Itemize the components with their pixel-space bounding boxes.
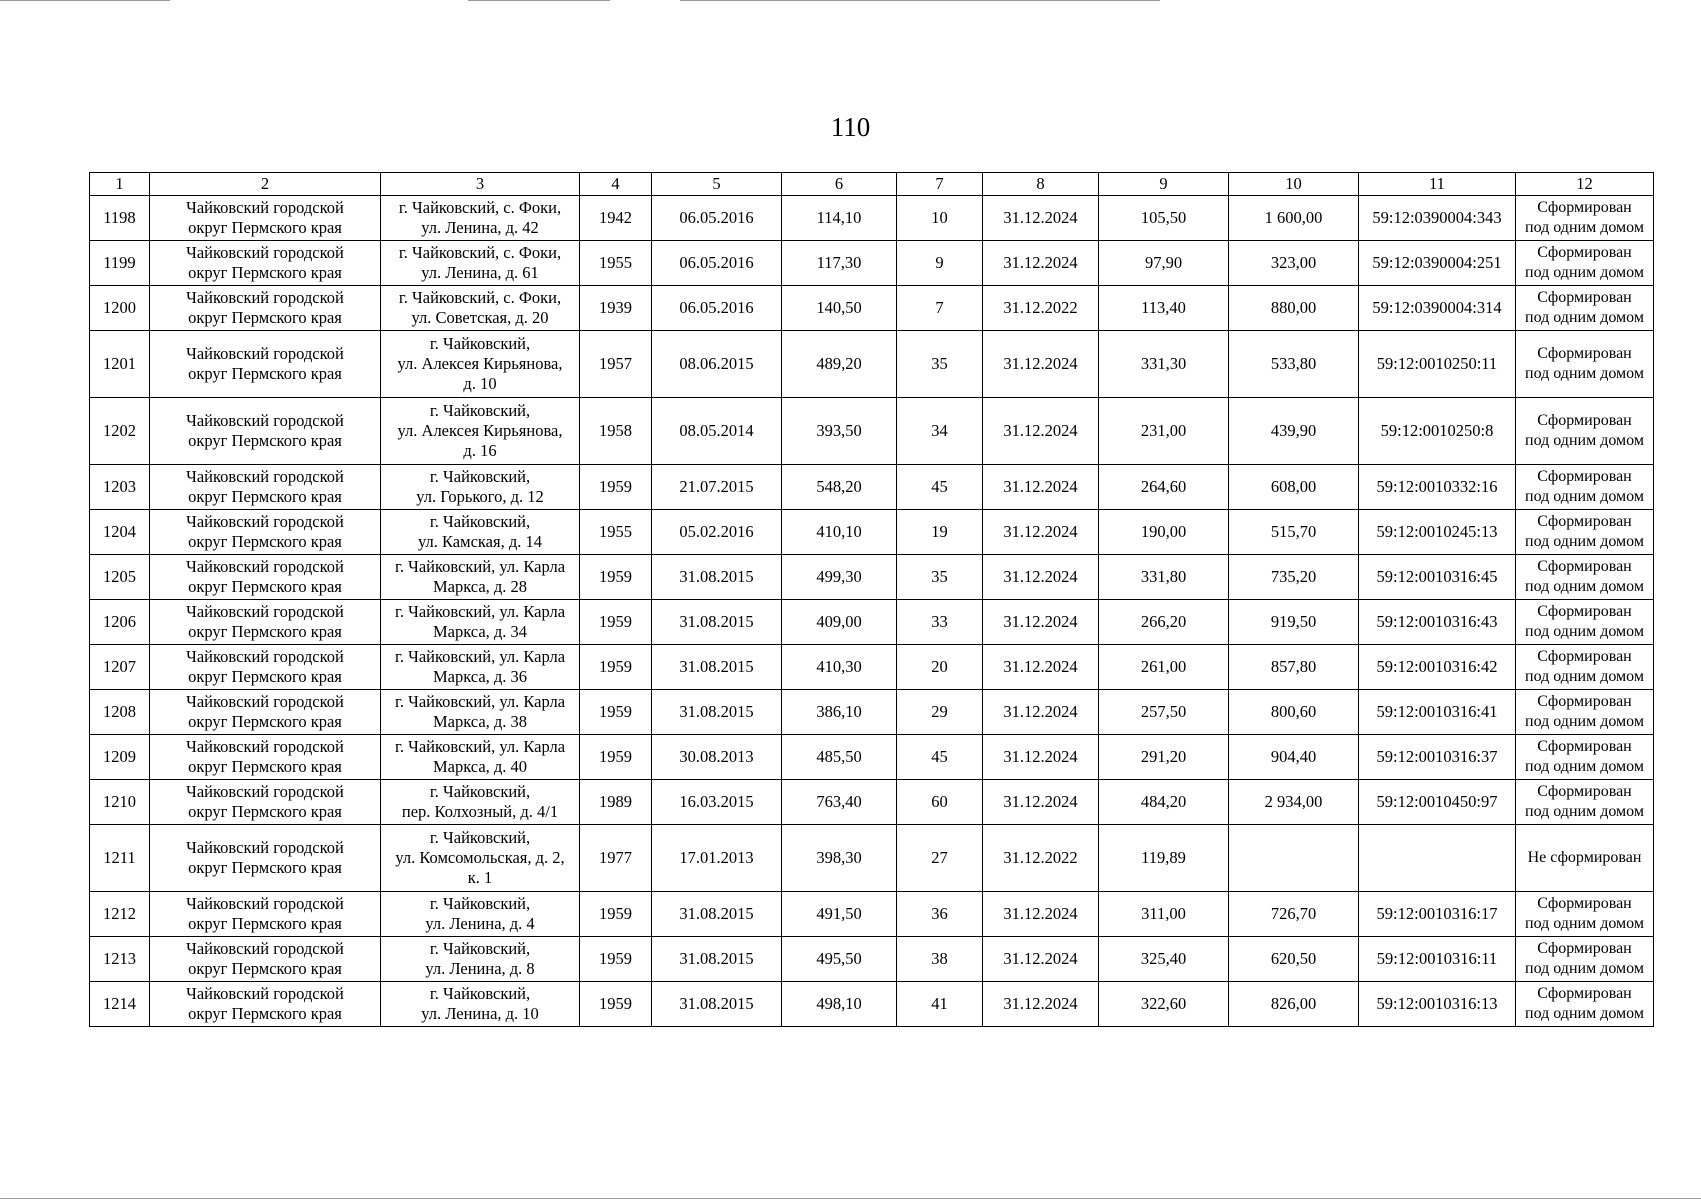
land-area-cell: 323,00 (1229, 241, 1359, 286)
resettlement-deadline-cell: 31.12.2024 (983, 780, 1099, 825)
cadastral-number-cell: 59:12:0010316:13 (1359, 982, 1516, 1027)
construction-year-cell: 1959 (580, 735, 652, 780)
land-area-cell: 533,80 (1229, 331, 1359, 398)
living-area-cell: 119,89 (1099, 825, 1229, 892)
resettlement-deadline-cell: 31.12.2024 (983, 510, 1099, 555)
address-cell: г. Чайковский, с. Фоки, ул. Ленина, д. 42 (381, 196, 580, 241)
cadastral-number-cell: 59:12:0010316:42 (1359, 645, 1516, 690)
recognition-date-cell: 31.08.2015 (652, 645, 782, 690)
municipality-cell: Чайковский городской округ Пермского края (150, 892, 381, 937)
cadastral-number-cell: 59:12:0010316:17 (1359, 892, 1516, 937)
resettlement-deadline-cell: 31.12.2024 (983, 982, 1099, 1027)
column-header: 10 (1229, 173, 1359, 196)
municipality-cell: Чайковский городской округ Пермского края (150, 645, 381, 690)
address-cell: г. Чайковский, ул. Карла Маркса, д. 28 (381, 555, 580, 600)
scan-edge-top-center (468, 0, 610, 1)
land-status-cell: Сформирован под одним домом (1516, 600, 1654, 645)
address-cell: г. Чайковский, ул. Ленина, д. 8 (381, 937, 580, 982)
cadastral-number-cell: 59:12:0010250:8 (1359, 398, 1516, 465)
living-area-cell: 325,40 (1099, 937, 1229, 982)
address-cell: г. Чайковский, с. Фоки, ул. Ленина, д. 61 (381, 241, 580, 286)
municipality-cell: Чайковский городской округ Пермского края (150, 241, 381, 286)
cadastral-number-cell: 59:12:0010316:43 (1359, 600, 1516, 645)
recognition-date-cell: 06.05.2016 (652, 241, 782, 286)
recognition-date-cell: 05.02.2016 (652, 510, 782, 555)
column-header: 1 (90, 173, 150, 196)
municipality-cell: Чайковский городской округ Пермского края (150, 331, 381, 398)
total-area-cell: 410,10 (782, 510, 897, 555)
table-row (90, 196, 1654, 241)
residents-count-cell: 10 (897, 196, 983, 241)
land-status-cell: Не сформирован (1516, 825, 1654, 892)
row-number-cell: 1198 (90, 196, 150, 241)
table-row (90, 892, 1654, 937)
column-header: 5 (652, 173, 782, 196)
land-status-cell: Сформирован под одним домом (1516, 690, 1654, 735)
total-area-cell: 485,50 (782, 735, 897, 780)
address-cell: г. Чайковский, с. Фоки, ул. Советская, д. 20 (381, 286, 580, 331)
land-status-cell: Сформирован под одним домом (1516, 735, 1654, 780)
address-cell: г. Чайковский, ул. Ленина, д. 10 (381, 982, 580, 1027)
scan-edge-top-left (0, 0, 170, 1)
recognition-date-cell: 31.08.2015 (652, 937, 782, 982)
scan-edge-bottom (0, 1198, 1701, 1199)
page-number: 110 (830, 112, 871, 142)
residents-count-cell: 34 (897, 398, 983, 465)
residents-count-cell: 36 (897, 892, 983, 937)
living-area-cell: 484,20 (1099, 780, 1229, 825)
municipality-cell: Чайковский городской округ Пермского края (150, 286, 381, 331)
total-area-cell: 117,30 (782, 241, 897, 286)
resettlement-deadline-cell: 31.12.2024 (983, 555, 1099, 600)
table-row (90, 465, 1654, 510)
cadastral-number-cell: 59:12:0010316:45 (1359, 555, 1516, 600)
resettlement-deadline-cell: 31.12.2024 (983, 892, 1099, 937)
construction-year-cell: 1959 (580, 982, 652, 1027)
municipality-cell: Чайковский городской округ Пермского края (150, 465, 381, 510)
residents-count-cell: 19 (897, 510, 983, 555)
address-cell: г. Чайковский, ул. Камская, д. 14 (381, 510, 580, 555)
land-status-cell: Сформирован под одним домом (1516, 196, 1654, 241)
recognition-date-cell: 16.03.2015 (652, 780, 782, 825)
construction-year-cell: 1977 (580, 825, 652, 892)
land-area-cell: 826,00 (1229, 982, 1359, 1027)
construction-year-cell: 1942 (580, 196, 652, 241)
construction-year-cell: 1959 (580, 937, 652, 982)
table-row (90, 510, 1654, 555)
recognition-date-cell: 31.08.2015 (652, 600, 782, 645)
column-header: 3 (381, 173, 580, 196)
row-number-cell: 1203 (90, 465, 150, 510)
address-cell: г. Чайковский, ул. Горького, д. 12 (381, 465, 580, 510)
row-number-cell: 1208 (90, 690, 150, 735)
resettlement-deadline-cell: 31.12.2022 (983, 825, 1099, 892)
column-header: 4 (580, 173, 652, 196)
living-area-cell: 322,60 (1099, 982, 1229, 1027)
cadastral-number-cell (1359, 825, 1516, 892)
land-area-cell: 800,60 (1229, 690, 1359, 735)
table-row (90, 735, 1654, 780)
residents-count-cell: 9 (897, 241, 983, 286)
table-row (90, 825, 1654, 892)
resettlement-deadline-cell: 31.12.2022 (983, 286, 1099, 331)
living-area-cell: 331,30 (1099, 331, 1229, 398)
row-number-cell: 1199 (90, 241, 150, 286)
living-area-cell: 266,20 (1099, 600, 1229, 645)
column-header: 7 (897, 173, 983, 196)
living-area-cell: 231,00 (1099, 398, 1229, 465)
living-area-cell: 264,60 (1099, 465, 1229, 510)
cadastral-number-cell: 59:12:0010450:97 (1359, 780, 1516, 825)
address-cell: г. Чайковский, ул. Карла Маркса, д. 34 (381, 600, 580, 645)
municipality-cell: Чайковский городской округ Пермского края (150, 600, 381, 645)
scan-edge-top-right (680, 0, 1160, 1)
total-area-cell: 140,50 (782, 286, 897, 331)
recognition-date-cell: 30.08.2013 (652, 735, 782, 780)
land-area-cell: 919,50 (1229, 600, 1359, 645)
construction-year-cell: 1959 (580, 600, 652, 645)
land-status-cell: Сформирован под одним домом (1516, 937, 1654, 982)
row-number-cell: 1202 (90, 398, 150, 465)
construction-year-cell: 1959 (580, 645, 652, 690)
row-number-cell: 1209 (90, 735, 150, 780)
total-area-cell: 498,10 (782, 982, 897, 1027)
land-area-cell: 515,70 (1229, 510, 1359, 555)
column-header: 9 (1099, 173, 1229, 196)
land-status-cell: Сформирован под одним домом (1516, 465, 1654, 510)
table-row (90, 241, 1654, 286)
land-status-cell: Сформирован под одним домом (1516, 555, 1654, 600)
residents-count-cell: 33 (897, 600, 983, 645)
municipality-cell: Чайковский городской округ Пермского края (150, 937, 381, 982)
table-row (90, 645, 1654, 690)
resettlement-deadline-cell: 31.12.2024 (983, 600, 1099, 645)
total-area-cell: 386,10 (782, 690, 897, 735)
recognition-date-cell: 31.08.2015 (652, 555, 782, 600)
living-area-cell: 105,50 (1099, 196, 1229, 241)
address-cell: г. Чайковский, ул. Карла Маркса, д. 40 (381, 735, 580, 780)
table-row (90, 982, 1654, 1027)
land-status-cell: Сформирован под одним домом (1516, 398, 1654, 465)
row-number-cell: 1205 (90, 555, 150, 600)
municipality-cell: Чайковский городской округ Пермского края (150, 510, 381, 555)
row-number-cell: 1207 (90, 645, 150, 690)
land-status-cell: Сформирован под одним домом (1516, 892, 1654, 937)
construction-year-cell: 1959 (580, 555, 652, 600)
construction-year-cell: 1955 (580, 510, 652, 555)
address-cell: г. Чайковский, ул. Карла Маркса, д. 38 (381, 690, 580, 735)
total-area-cell: 495,50 (782, 937, 897, 982)
living-area-cell: 257,50 (1099, 690, 1229, 735)
address-cell: г. Чайковский, пер. Колхозный, д. 4/1 (381, 780, 580, 825)
construction-year-cell: 1957 (580, 331, 652, 398)
table-row (90, 555, 1654, 600)
living-area-cell: 311,00 (1099, 892, 1229, 937)
recognition-date-cell: 31.08.2015 (652, 892, 782, 937)
residents-count-cell: 45 (897, 735, 983, 780)
recognition-date-cell: 08.05.2014 (652, 398, 782, 465)
residents-count-cell: 38 (897, 937, 983, 982)
column-header: 11 (1359, 173, 1516, 196)
living-area-cell: 331,80 (1099, 555, 1229, 600)
housing-registry-table (89, 172, 1654, 1027)
table-row (90, 690, 1654, 735)
living-area-cell: 97,90 (1099, 241, 1229, 286)
land-status-cell: Сформирован под одним домом (1516, 241, 1654, 286)
row-number-cell: 1211 (90, 825, 150, 892)
land-status-cell: Сформирован под одним домом (1516, 982, 1654, 1027)
total-area-cell: 548,20 (782, 465, 897, 510)
municipality-cell: Чайковский городской округ Пермского края (150, 555, 381, 600)
table-row (90, 286, 1654, 331)
construction-year-cell: 1955 (580, 241, 652, 286)
municipality-cell: Чайковский городской округ Пермского края (150, 398, 381, 465)
column-header: 2 (150, 173, 381, 196)
address-cell: г. Чайковский, ул. Комсомольская, д. 2, к. 1 (381, 825, 580, 892)
resettlement-deadline-cell: 31.12.2024 (983, 645, 1099, 690)
land-status-cell: Сформирован под одним домом (1516, 780, 1654, 825)
municipality-cell: Чайковский городской округ Пермского края (150, 780, 381, 825)
recognition-date-cell: 21.07.2015 (652, 465, 782, 510)
land-area-cell: 620,50 (1229, 937, 1359, 982)
row-number-cell: 1213 (90, 937, 150, 982)
table-row (90, 398, 1654, 465)
total-area-cell: 491,50 (782, 892, 897, 937)
living-area-cell: 261,00 (1099, 645, 1229, 690)
cadastral-number-cell: 59:12:0010316:37 (1359, 735, 1516, 780)
table-row (90, 780, 1654, 825)
land-area-cell: 2 934,00 (1229, 780, 1359, 825)
table-row (90, 600, 1654, 645)
column-header: 8 (983, 173, 1099, 196)
living-area-cell: 113,40 (1099, 286, 1229, 331)
cadastral-number-cell: 59:12:0390004:314 (1359, 286, 1516, 331)
residents-count-cell: 60 (897, 780, 983, 825)
land-area-cell: 857,80 (1229, 645, 1359, 690)
municipality-cell: Чайковский городской округ Пермского края (150, 825, 381, 892)
resettlement-deadline-cell: 31.12.2024 (983, 735, 1099, 780)
living-area-cell: 291,20 (1099, 735, 1229, 780)
recognition-date-cell: 17.01.2013 (652, 825, 782, 892)
land-area-cell: 726,70 (1229, 892, 1359, 937)
cadastral-number-cell: 59:12:0390004:343 (1359, 196, 1516, 241)
residents-count-cell: 7 (897, 286, 983, 331)
header-row (90, 173, 1654, 196)
cadastral-number-cell: 59:12:0010250:11 (1359, 331, 1516, 398)
cadastral-number-cell: 59:12:0010316:41 (1359, 690, 1516, 735)
land-area-cell: 1 600,00 (1229, 196, 1359, 241)
land-status-cell: Сформирован под одним домом (1516, 286, 1654, 331)
recognition-date-cell: 31.08.2015 (652, 982, 782, 1027)
address-cell: г. Чайковский, ул. Ленина, д. 4 (381, 892, 580, 937)
total-area-cell: 409,00 (782, 600, 897, 645)
row-number-cell: 1212 (90, 892, 150, 937)
row-number-cell: 1210 (90, 780, 150, 825)
residents-count-cell: 35 (897, 555, 983, 600)
total-area-cell: 499,30 (782, 555, 897, 600)
row-number-cell: 1214 (90, 982, 150, 1027)
residents-count-cell: 45 (897, 465, 983, 510)
construction-year-cell: 1959 (580, 690, 652, 735)
construction-year-cell: 1958 (580, 398, 652, 465)
municipality-cell: Чайковский городской округ Пермского края (150, 735, 381, 780)
resettlement-deadline-cell: 31.12.2024 (983, 398, 1099, 465)
column-header: 12 (1516, 173, 1654, 196)
resettlement-deadline-cell: 31.12.2024 (983, 690, 1099, 735)
land-area-cell: 439,90 (1229, 398, 1359, 465)
cadastral-number-cell: 59:12:0010316:11 (1359, 937, 1516, 982)
land-status-cell: Сформирован под одним домом (1516, 645, 1654, 690)
address-cell: г. Чайковский, ул. Алексея Кирьянова, д. 10 (381, 331, 580, 398)
land-status-cell: Сформирован под одним домом (1516, 510, 1654, 555)
municipality-cell: Чайковский городской округ Пермского края (150, 690, 381, 735)
resettlement-deadline-cell: 31.12.2024 (983, 241, 1099, 286)
row-number-cell: 1201 (90, 331, 150, 398)
row-number-cell: 1204 (90, 510, 150, 555)
construction-year-cell: 1959 (580, 465, 652, 510)
resettlement-deadline-cell: 31.12.2024 (983, 937, 1099, 982)
total-area-cell: 489,20 (782, 331, 897, 398)
land-status-cell: Сформирован под одним домом (1516, 331, 1654, 398)
total-area-cell: 393,50 (782, 398, 897, 465)
construction-year-cell: 1959 (580, 892, 652, 937)
recognition-date-cell: 06.05.2016 (652, 286, 782, 331)
municipality-cell: Чайковский городской округ Пермского края (150, 982, 381, 1027)
residents-count-cell: 27 (897, 825, 983, 892)
land-area-cell: 880,00 (1229, 286, 1359, 331)
row-number-cell: 1206 (90, 600, 150, 645)
municipality-cell: Чайковский городской округ Пермского края (150, 196, 381, 241)
recognition-date-cell: 08.06.2015 (652, 331, 782, 398)
land-area-cell (1229, 825, 1359, 892)
residents-count-cell: 41 (897, 982, 983, 1027)
resettlement-deadline-cell: 31.12.2024 (983, 465, 1099, 510)
recognition-date-cell: 31.08.2015 (652, 690, 782, 735)
total-area-cell: 763,40 (782, 780, 897, 825)
total-area-cell: 410,30 (782, 645, 897, 690)
cadastral-number-cell: 59:12:0010245:13 (1359, 510, 1516, 555)
recognition-date-cell: 06.05.2016 (652, 196, 782, 241)
resettlement-deadline-cell: 31.12.2024 (983, 196, 1099, 241)
address-cell: г. Чайковский, ул. Алексея Кирьянова, д. 16 (381, 398, 580, 465)
residents-count-cell: 20 (897, 645, 983, 690)
total-area-cell: 398,30 (782, 825, 897, 892)
residents-count-cell: 29 (897, 690, 983, 735)
land-area-cell: 904,40 (1229, 735, 1359, 780)
living-area-cell: 190,00 (1099, 510, 1229, 555)
land-area-cell: 735,20 (1229, 555, 1359, 600)
cadastral-number-cell: 59:12:0390004:251 (1359, 241, 1516, 286)
address-cell: г. Чайковский, ул. Карла Маркса, д. 36 (381, 645, 580, 690)
residents-count-cell: 35 (897, 331, 983, 398)
total-area-cell: 114,10 (782, 196, 897, 241)
resettlement-deadline-cell: 31.12.2024 (983, 331, 1099, 398)
land-area-cell: 608,00 (1229, 465, 1359, 510)
table-row (90, 331, 1654, 398)
row-number-cell: 1200 (90, 286, 150, 331)
cadastral-number-cell: 59:12:0010332:16 (1359, 465, 1516, 510)
construction-year-cell: 1989 (580, 780, 652, 825)
table-row (90, 937, 1654, 982)
construction-year-cell: 1939 (580, 286, 652, 331)
column-header: 6 (782, 173, 897, 196)
